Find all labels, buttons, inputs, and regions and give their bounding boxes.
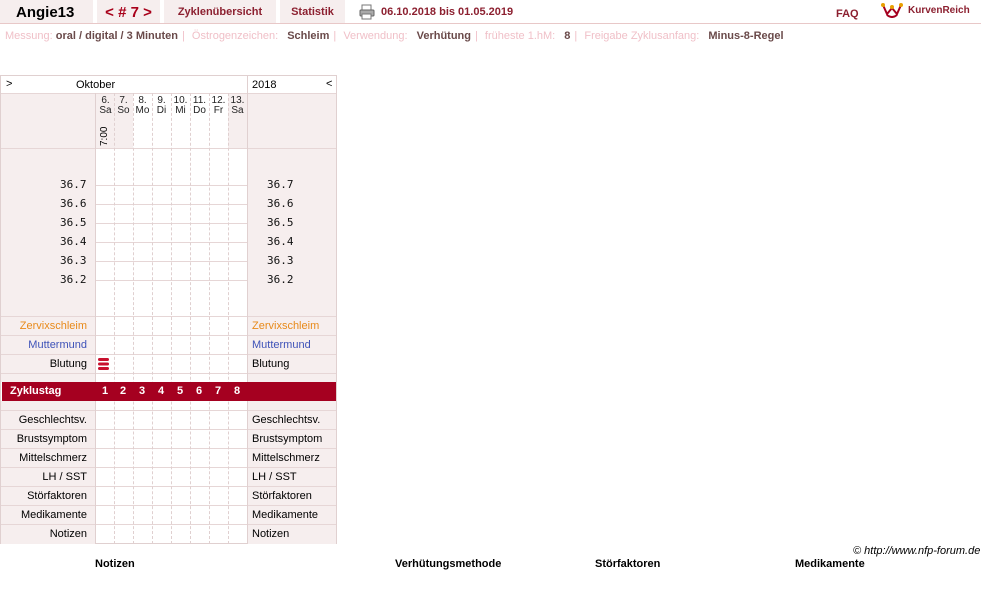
day-weekday: Sa (99, 105, 112, 116)
info-value-oestrogen: Schleim (287, 30, 330, 42)
info-label-oestrogen: Östrogenzeichen: (191, 30, 279, 42)
info-label-freigabe: Freigabe Zyklusanfang: (584, 30, 700, 42)
info-label-messung: Messung: (5, 30, 53, 42)
info-label-verwendung: Verwendung: (343, 30, 408, 42)
day-header[interactable] (114, 96, 133, 116)
zyklustag-number: 5 (176, 385, 184, 397)
day-date: 12. (211, 95, 226, 106)
row-label-left: Notizen (49, 528, 87, 540)
username: Angie13 (0, 0, 93, 23)
zyklustag-bar (2, 382, 336, 401)
temp-label-left: 36.4 (60, 235, 87, 248)
row-label-right: LH / SST (252, 471, 297, 483)
day-date: 8. (138, 95, 147, 106)
date-range: 06.10.2018 bis 01.05.2019 (381, 6, 514, 18)
zyklustag-number: 1 (101, 385, 109, 397)
info-value-freigabe: Minus-8-Regel (708, 30, 784, 42)
tab-zyklenuebersicht[interactable]: Zyklenübersicht (164, 0, 276, 23)
row-label-left: Geschlechtsv. (18, 414, 87, 426)
measure-time: 7:00 (99, 126, 110, 146)
row-label-muttermund-right: Muttermund (252, 339, 311, 351)
day-weekday: Di (156, 105, 167, 116)
temp-label-right: 36.2 (267, 273, 294, 286)
day-divider (190, 93, 191, 544)
temp-label-left: 36.3 (60, 254, 87, 267)
row-label-left: Medikamente (20, 509, 87, 521)
day-weekday: Sa (231, 105, 244, 116)
next-arrow[interactable]: < (326, 78, 333, 90)
row-label-right: Geschlechtsv. (252, 414, 321, 426)
year-label: 2018 (252, 79, 277, 91)
info-value-verwendung: Verhütung (416, 30, 471, 42)
temp-label-right: 36.6 (267, 197, 294, 210)
temp-label-right: 36.7 (267, 178, 294, 191)
day-date: 13. (230, 95, 245, 106)
copyright: © http://www.nfp-forum.de (853, 545, 981, 557)
row-label-blutung-right: Blutung (252, 358, 290, 370)
temp-label-left: 36.6 (60, 197, 87, 210)
temp-label-left: 36.2 (60, 273, 87, 286)
row-label-right: Störfaktoren (252, 490, 312, 502)
zyklustag-number: 2 (119, 385, 127, 397)
row-label-right: Notizen (252, 528, 290, 540)
row-label-left: Mittelschmerz (19, 452, 87, 464)
footer-verhuetungsmethode: Verhütungsmethode (395, 558, 502, 570)
day-divider (133, 93, 134, 544)
info-value-messung: oral / digital / 3 Minuten (55, 30, 178, 42)
info-label-hm: früheste 1.hM: (484, 30, 556, 42)
temp-label-right: 36.4 (267, 235, 294, 248)
row-label-zervixschleim-right: Zervixschleim (252, 320, 320, 332)
info-value-hm: 8 (564, 30, 571, 42)
day-header[interactable] (190, 96, 209, 116)
row-label-left: LH / SST (42, 471, 87, 483)
temp-label-left: 36.5 (60, 216, 87, 229)
row-label-right: Brustsymptom (252, 433, 323, 445)
row-label-blutung: Blutung (49, 358, 87, 370)
tab-statistik[interactable]: Statistik (280, 0, 345, 23)
zyklustag-number: 6 (195, 385, 203, 397)
row-label-left: Störfaktoren (27, 490, 87, 502)
day-divider (171, 93, 172, 544)
day-date: 10. (173, 95, 188, 106)
day-weekday: Mi (175, 105, 186, 116)
day-header[interactable] (171, 96, 190, 116)
temp-label-right: 36.3 (267, 254, 294, 267)
day-header[interactable] (152, 96, 171, 116)
row-label-right: Mittelschmerz (252, 452, 320, 464)
zyklustag-number: 3 (138, 385, 146, 397)
month-label: Oktober (76, 79, 116, 91)
day-weekday: So (117, 105, 130, 116)
day-date: 11. (192, 95, 207, 106)
day-header[interactable] (133, 96, 152, 116)
footer-medikamente: Medikamente (795, 558, 865, 570)
temp-label-right: 36.5 (267, 216, 294, 229)
row-label-muttermund: Muttermund (28, 339, 87, 351)
day-weekday: Mo (135, 105, 150, 116)
kurvenreich-logo-icon (881, 2, 903, 18)
day-date: 7. (119, 95, 128, 106)
day-divider (209, 93, 210, 544)
day-weekday: Fr (213, 105, 224, 116)
row-label-zervixschleim: Zervixschleim (19, 320, 87, 332)
day-header[interactable] (96, 96, 115, 116)
prev-arrow[interactable]: > (6, 78, 13, 90)
day-divider (114, 93, 115, 544)
cycle-nav[interactable]: < # 7 > (97, 0, 160, 23)
day-weekday: Do (193, 105, 206, 116)
brand-name[interactable]: KurvenReich (908, 5, 970, 16)
bleeding-strong-icon[interactable] (97, 357, 111, 371)
zyklustag-number: 8 (233, 385, 241, 397)
zyklustag-number: 4 (157, 385, 165, 397)
row-label-right: Medikamente (252, 509, 319, 521)
day-header[interactable] (228, 96, 247, 116)
zyklustag-number: 7 (214, 385, 222, 397)
printer-icon[interactable] (359, 4, 375, 20)
row-label-left: Brustsymptom (16, 433, 87, 445)
day-date: 6. (101, 95, 110, 106)
day-divider (152, 93, 153, 544)
settings-info: Messung: oral / digital / 3 Minuten | Östrogenzeichen: Schleim | Verwendung: Verhütung | früheste 1.hM: 8 | Freigabe Zyklusanfang: Minus-8-Regel (5, 30, 784, 42)
day-header[interactable] (209, 96, 228, 116)
temp-label-left: 36.7 (60, 178, 87, 191)
header-divider (0, 23, 981, 24)
footer-stoerfaktoren: Störfaktoren (595, 558, 661, 570)
cycle-chart (0, 75, 337, 544)
zyklustag-label: Zyklustag (10, 385, 62, 397)
footer-notizen: Notizen (95, 558, 135, 570)
day-date: 9. (157, 95, 166, 106)
faq-link[interactable]: FAQ (836, 8, 859, 20)
day-divider (228, 93, 229, 544)
